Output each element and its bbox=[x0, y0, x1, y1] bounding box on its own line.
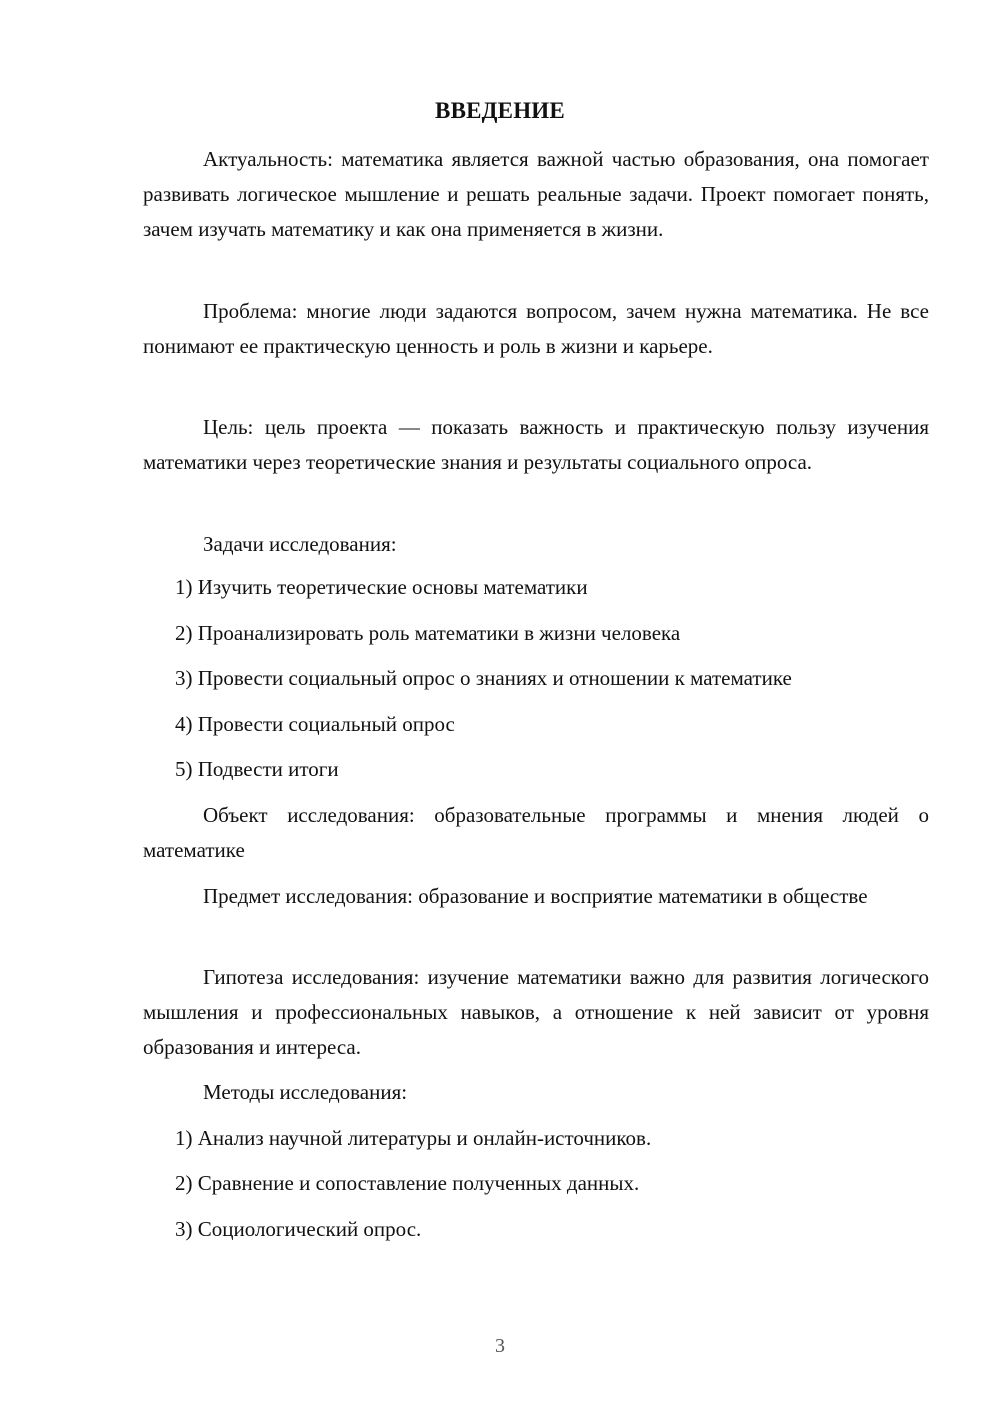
task-item-4: 4) Провести социальный опрос bbox=[175, 712, 455, 736]
paragraph-goal: Цель: цель проекта — показать важность и практическую пользу изучения математики через теоретические знания и результаты социального опроса. bbox=[143, 415, 929, 474]
section-heading: ВВЕДЕНИЕ bbox=[435, 98, 565, 123]
tasks-title: Задачи исследования: bbox=[203, 532, 397, 556]
method-item-3: 3) Социологический опрос. bbox=[175, 1217, 422, 1241]
task-item-5: 5) Подвести итоги bbox=[175, 757, 339, 781]
paragraph-problem: Проблема: многие люди задаются вопросом, зачем нужна математика. Не все понимают ее практическую ценность и роль в жизни и карьере. bbox=[143, 299, 929, 358]
paragraph-hypothesis: Гипотеза исследования: изучение математики важно для развития логического мышления и профессиональных навыков, а отношение к ней зависит от уровня образования и интереса. bbox=[143, 965, 929, 1059]
task-item-2: 2) Проанализировать роль математики в жизни человека bbox=[175, 621, 681, 645]
method-item-2: 2) Сравнение и сопоставление полученных данных. bbox=[175, 1171, 640, 1195]
task-item-1: 1) Изучить теоретические основы математики bbox=[175, 575, 588, 599]
page-number: 3 bbox=[495, 1335, 505, 1357]
method-item-1: 1) Анализ научной литературы и онлайн-источников. bbox=[175, 1126, 652, 1150]
paragraph-relevance: Актуальность: математика является важной частью образования, она помогает развивать логическое мышление и решать реальные задачи. Проект помогает понять, зачем изучать математику и как она применяется в жизни. bbox=[143, 147, 929, 241]
paragraph-object: Объект исследования: образовательные программы и мнения людей о математике bbox=[143, 803, 929, 862]
paragraph-subject: Предмет исследования: образование и восприятие математики в обществе bbox=[203, 884, 868, 908]
task-item-3: 3) Провести социальный опрос о знаниях и отношении к математике bbox=[175, 666, 792, 690]
methods-title: Методы исследования: bbox=[203, 1080, 408, 1104]
